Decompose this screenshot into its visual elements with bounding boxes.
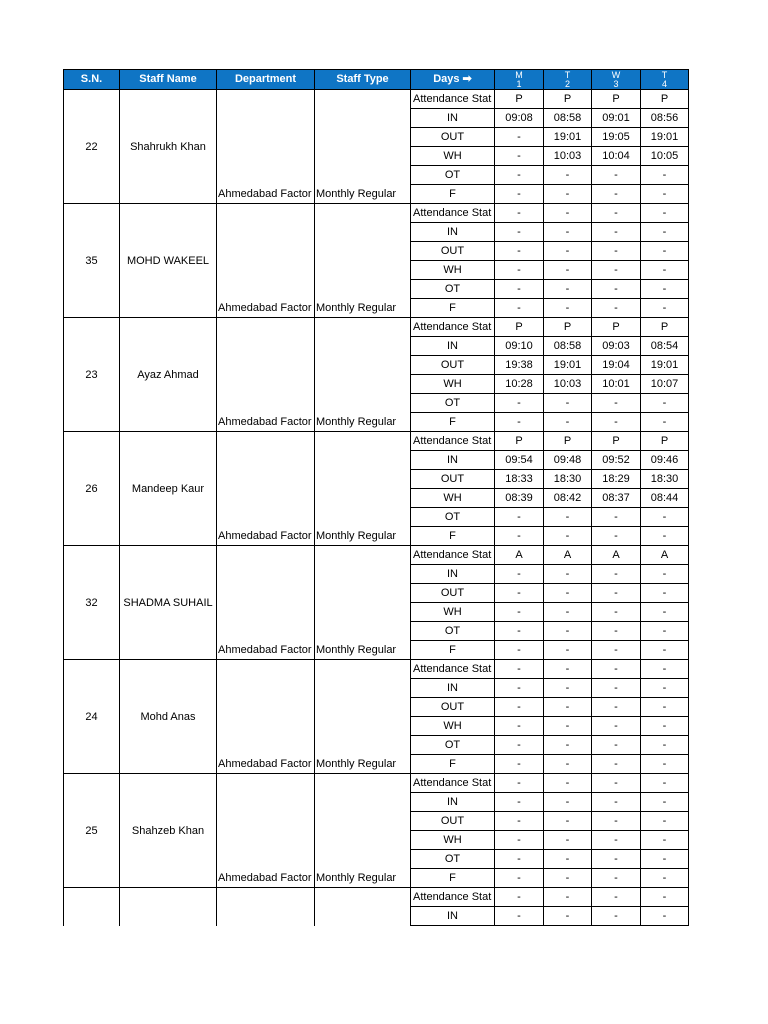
day-value-cell: -	[592, 888, 641, 907]
day-value-cell: -	[495, 261, 544, 280]
day-value-cell: -	[544, 774, 592, 793]
day-value-cell: 08:58	[544, 109, 592, 128]
day-value-cell: 19:01	[544, 356, 592, 375]
day-value-cell: -	[495, 888, 544, 907]
day-value-cell: -	[544, 565, 592, 584]
day-value-cell: -	[495, 565, 544, 584]
metric-label: OUT	[411, 128, 495, 147]
metric-label: Attendance Stat	[411, 90, 495, 109]
day-value-cell: -	[641, 413, 689, 432]
table-row	[64, 432, 689, 451]
staff-name-cell: MOHD WAKEEL	[120, 204, 217, 318]
metric-label: Attendance Stat	[411, 546, 495, 565]
metric-label: IN	[411, 565, 495, 584]
day-value-cell: -	[592, 223, 641, 242]
day-value-cell: -	[592, 698, 641, 717]
metric-label: WH	[411, 147, 495, 166]
day-value-cell: 08:58	[544, 337, 592, 356]
day-value-cell: -	[641, 565, 689, 584]
day-value-cell: -	[495, 223, 544, 242]
day-value-cell: -	[495, 527, 544, 546]
day-value-cell: -	[495, 698, 544, 717]
day-value-cell: 08:39	[495, 489, 544, 508]
day-value-cell: -	[592, 736, 641, 755]
col-header-staff-name: Staff Name	[120, 70, 217, 90]
department-cell: Ahmedabad Factor	[217, 90, 315, 204]
day-value-cell: -	[641, 223, 689, 242]
day-value-cell: -	[544, 812, 592, 831]
metric-label: OT	[411, 736, 495, 755]
day-value-cell: -	[544, 299, 592, 318]
day-value-cell: -	[641, 641, 689, 660]
staff-sn-cell: 25	[64, 774, 120, 888]
metric-label: F	[411, 641, 495, 660]
day-value-cell: -	[592, 394, 641, 413]
metric-label: IN	[411, 679, 495, 698]
day-value-cell: -	[641, 204, 689, 223]
staff-type-cell: Monthly Regular	[315, 318, 411, 432]
day-value-cell: -	[592, 565, 641, 584]
staff-name-cell: SHADMA SUHAIL	[120, 546, 217, 660]
day-value-cell: -	[495, 242, 544, 261]
day-value-cell: -	[592, 641, 641, 660]
metric-label: OUT	[411, 356, 495, 375]
metric-label: WH	[411, 375, 495, 394]
department-cell: Ahmedabad Factor	[217, 546, 315, 660]
day-value-cell: 19:01	[544, 128, 592, 147]
day-value-cell: 18:30	[544, 470, 592, 489]
day-value-cell: -	[592, 185, 641, 204]
metric-label: IN	[411, 907, 495, 926]
staff-type-cell	[315, 888, 411, 926]
day-value-cell: -	[641, 527, 689, 546]
col-header-days: Days ➡	[411, 70, 495, 90]
metric-label: OUT	[411, 242, 495, 261]
day-value-cell: 08:56	[641, 109, 689, 128]
table-body	[64, 90, 689, 926]
metric-label: IN	[411, 223, 495, 242]
staff-name-cell: Mandeep Kaur	[120, 432, 217, 546]
day-value-cell: -	[641, 261, 689, 280]
day-value-cell: -	[544, 698, 592, 717]
day-date: 4	[661, 78, 667, 89]
day-value-cell: -	[495, 869, 544, 888]
day-value-cell: -	[544, 907, 592, 926]
day-value-cell: -	[641, 660, 689, 679]
day-value-cell: 18:30	[641, 470, 689, 489]
day-value-cell: -	[544, 223, 592, 242]
metric-label: F	[411, 185, 495, 204]
department-cell	[217, 888, 315, 926]
department-cell: Ahmedabad Factor	[217, 774, 315, 888]
day-of-week: W	[611, 69, 621, 80]
day-value-cell: -	[641, 280, 689, 299]
metric-label: Attendance Stat	[411, 432, 495, 451]
day-value-cell: P	[592, 432, 641, 451]
staff-sn-cell	[64, 888, 120, 926]
metric-label: OT	[411, 508, 495, 527]
metric-label: WH	[411, 489, 495, 508]
day-of-week: T	[661, 69, 668, 80]
col-header-day-3	[592, 70, 641, 90]
day-value-cell: 19:38	[495, 356, 544, 375]
day-value-cell: -	[641, 679, 689, 698]
metric-label: OT	[411, 622, 495, 641]
table-row	[64, 318, 689, 337]
department-cell: Ahmedabad Factor	[217, 660, 315, 774]
day-value-cell: -	[641, 869, 689, 888]
day-value-cell: -	[592, 166, 641, 185]
col-header-day-4	[641, 70, 689, 90]
day-value-cell: 10:04	[592, 147, 641, 166]
staff-type-cell: Monthly Regular	[315, 432, 411, 546]
day-value-cell: -	[592, 907, 641, 926]
metric-label: WH	[411, 717, 495, 736]
day-value-cell: 09:08	[495, 109, 544, 128]
day-value-cell: -	[544, 717, 592, 736]
day-value-cell: -	[641, 812, 689, 831]
day-value-cell: -	[544, 166, 592, 185]
day-value-cell: -	[592, 869, 641, 888]
staff-name-cell: Shahrukh Khan	[120, 90, 217, 204]
day-value-cell: -	[592, 755, 641, 774]
metric-label: IN	[411, 109, 495, 128]
day-value-cell: -	[641, 394, 689, 413]
metric-label: Attendance Stat	[411, 204, 495, 223]
metric-label: OUT	[411, 584, 495, 603]
metric-label: Attendance Stat	[411, 888, 495, 907]
day-value-cell: -	[544, 831, 592, 850]
metric-label: Attendance Stat	[411, 660, 495, 679]
day-value-cell: -	[495, 755, 544, 774]
col-header-staff-type: Staff Type	[315, 70, 411, 90]
day-value-cell: 19:01	[641, 356, 689, 375]
day-value-cell: -	[641, 793, 689, 812]
table-row	[64, 90, 689, 109]
metric-label: WH	[411, 603, 495, 622]
day-value-cell: -	[544, 584, 592, 603]
metric-label: OT	[411, 280, 495, 299]
metric-label: F	[411, 527, 495, 546]
day-value-cell: 10:28	[495, 375, 544, 394]
metric-label: OT	[411, 394, 495, 413]
day-value-cell: A	[544, 546, 592, 565]
day-value-cell: -	[592, 660, 641, 679]
day-value-cell: 09:52	[592, 451, 641, 470]
staff-type-cell: Monthly Regular	[315, 90, 411, 204]
day-value-cell: -	[544, 869, 592, 888]
day-of-week: M	[515, 69, 523, 80]
staff-name-cell	[120, 888, 217, 926]
day-value-cell: -	[592, 413, 641, 432]
day-value-cell: 10:01	[592, 375, 641, 394]
staff-type-cell: Monthly Regular	[315, 774, 411, 888]
metric-label: OUT	[411, 470, 495, 489]
day-value-cell: 19:04	[592, 356, 641, 375]
metric-label: OUT	[411, 812, 495, 831]
col-header-day-2	[544, 70, 592, 90]
day-value-cell: P	[495, 90, 544, 109]
day-value-cell: -	[544, 603, 592, 622]
day-value-cell: -	[495, 622, 544, 641]
day-value-cell: -	[592, 679, 641, 698]
table-row	[64, 888, 689, 907]
table-row	[64, 546, 689, 565]
day-value-cell: -	[592, 603, 641, 622]
day-value-cell: -	[641, 850, 689, 869]
day-date: 2	[564, 78, 570, 89]
day-value-cell: -	[592, 508, 641, 527]
day-value-cell: 08:54	[641, 337, 689, 356]
metric-label: IN	[411, 451, 495, 470]
day-value-cell: -	[641, 603, 689, 622]
day-value-cell: -	[495, 204, 544, 223]
day-value-cell: -	[544, 261, 592, 280]
day-value-cell: -	[495, 812, 544, 831]
day-value-cell: 10:03	[544, 147, 592, 166]
department-cell: Ahmedabad Factor	[217, 432, 315, 546]
day-value-cell: -	[641, 185, 689, 204]
day-value-cell: -	[592, 812, 641, 831]
attendance-table	[63, 69, 689, 926]
day-value-cell: P	[592, 318, 641, 337]
col-header-department: Department	[217, 70, 315, 90]
staff-type-cell: Monthly Regular	[315, 204, 411, 318]
staff-sn-cell: 32	[64, 546, 120, 660]
day-value-cell: -	[495, 679, 544, 698]
day-value-cell: -	[544, 641, 592, 660]
day-value-cell: -	[592, 242, 641, 261]
day-value-cell: -	[495, 603, 544, 622]
day-value-cell: 09:54	[495, 451, 544, 470]
attendance-sheet	[63, 69, 689, 926]
staff-name-cell: Shahzeb Khan	[120, 774, 217, 888]
day-value-cell: -	[641, 508, 689, 527]
day-value-cell: P	[544, 90, 592, 109]
day-value-cell: -	[592, 280, 641, 299]
metric-label: IN	[411, 337, 495, 356]
day-value-cell: -	[495, 717, 544, 736]
day-value-cell: 08:42	[544, 489, 592, 508]
day-value-cell: -	[544, 660, 592, 679]
day-value-cell: 19:05	[592, 128, 641, 147]
day-value-cell: -	[592, 831, 641, 850]
day-value-cell: P	[641, 318, 689, 337]
staff-type-cell: Monthly Regular	[315, 546, 411, 660]
day-value-cell: -	[544, 679, 592, 698]
day-value-cell: -	[641, 888, 689, 907]
day-value-cell: -	[495, 147, 544, 166]
day-value-cell: -	[544, 622, 592, 641]
day-value-cell: -	[544, 185, 592, 204]
day-value-cell: -	[641, 584, 689, 603]
day-value-cell: -	[641, 622, 689, 641]
day-value-cell: -	[495, 508, 544, 527]
day-value-cell: -	[544, 527, 592, 546]
day-value-cell: -	[544, 850, 592, 869]
staff-name-cell: Ayaz Ahmad	[120, 318, 217, 432]
day-value-cell: -	[592, 774, 641, 793]
day-value-cell: 08:44	[641, 489, 689, 508]
metric-label: WH	[411, 831, 495, 850]
day-value-cell: -	[641, 736, 689, 755]
day-value-cell: P	[544, 432, 592, 451]
day-value-cell: 10:05	[641, 147, 689, 166]
day-value-cell: -	[495, 907, 544, 926]
day-date: 3	[613, 78, 619, 89]
day-value-cell: -	[495, 584, 544, 603]
day-value-cell: -	[495, 166, 544, 185]
day-value-cell: -	[592, 717, 641, 736]
day-date: 1	[516, 78, 522, 89]
staff-sn-cell: 35	[64, 204, 120, 318]
department-cell: Ahmedabad Factor	[217, 318, 315, 432]
day-value-cell: -	[592, 622, 641, 641]
day-of-week: T	[564, 69, 571, 80]
day-value-cell: 19:01	[641, 128, 689, 147]
day-value-cell: -	[592, 261, 641, 280]
day-value-cell: -	[495, 128, 544, 147]
day-value-cell: -	[544, 755, 592, 774]
table-row	[64, 204, 689, 223]
metric-label: OT	[411, 850, 495, 869]
day-value-cell: -	[592, 584, 641, 603]
day-value-cell: -	[641, 166, 689, 185]
day-value-cell: -	[544, 242, 592, 261]
day-value-cell: A	[641, 546, 689, 565]
day-value-cell: 08:37	[592, 489, 641, 508]
day-value-cell: 10:03	[544, 375, 592, 394]
day-value-cell: -	[592, 850, 641, 869]
day-value-cell: -	[495, 793, 544, 812]
day-value-cell: -	[495, 774, 544, 793]
day-value-cell: -	[495, 641, 544, 660]
day-value-cell: -	[641, 755, 689, 774]
day-value-cell: 09:03	[592, 337, 641, 356]
staff-name-cell: Mohd Anas	[120, 660, 217, 774]
day-value-cell: -	[592, 527, 641, 546]
day-value-cell: -	[592, 204, 641, 223]
day-value-cell: -	[544, 280, 592, 299]
day-value-cell: -	[544, 413, 592, 432]
metric-label: F	[411, 755, 495, 774]
day-value-cell: A	[495, 546, 544, 565]
day-value-cell: P	[495, 432, 544, 451]
metric-label: OUT	[411, 698, 495, 717]
day-value-cell: -	[641, 698, 689, 717]
day-value-cell: P	[641, 90, 689, 109]
day-value-cell: -	[495, 280, 544, 299]
day-value-cell: 18:29	[592, 470, 641, 489]
table-row	[64, 660, 689, 679]
staff-sn-cell: 23	[64, 318, 120, 432]
day-value-cell: -	[495, 299, 544, 318]
metric-label: F	[411, 413, 495, 432]
staff-sn-cell: 26	[64, 432, 120, 546]
day-value-cell: -	[495, 394, 544, 413]
department-cell: Ahmedabad Factor	[217, 204, 315, 318]
col-header-sn: S.N.	[64, 70, 120, 90]
day-value-cell: -	[544, 204, 592, 223]
day-value-cell: -	[641, 717, 689, 736]
day-value-cell: -	[495, 413, 544, 432]
day-value-cell: -	[495, 736, 544, 755]
metric-label: IN	[411, 793, 495, 812]
day-value-cell: P	[495, 318, 544, 337]
day-value-cell: -	[544, 736, 592, 755]
day-value-cell: 09:46	[641, 451, 689, 470]
day-value-cell: -	[544, 508, 592, 527]
day-value-cell: -	[592, 793, 641, 812]
day-value-cell: -	[641, 242, 689, 261]
day-value-cell: A	[592, 546, 641, 565]
metric-label: Attendance Stat	[411, 774, 495, 793]
day-value-cell: -	[641, 831, 689, 850]
day-value-cell: -	[641, 299, 689, 318]
day-value-cell: -	[641, 774, 689, 793]
day-value-cell: P	[544, 318, 592, 337]
day-value-cell: 10:07	[641, 375, 689, 394]
day-value-cell: 09:48	[544, 451, 592, 470]
day-value-cell: -	[495, 850, 544, 869]
staff-sn-cell: 24	[64, 660, 120, 774]
day-value-cell: P	[641, 432, 689, 451]
day-value-cell: 09:10	[495, 337, 544, 356]
staff-type-cell: Monthly Regular	[315, 660, 411, 774]
day-value-cell: -	[544, 888, 592, 907]
metric-label: F	[411, 299, 495, 318]
staff-sn-cell: 22	[64, 90, 120, 204]
day-value-cell: -	[495, 660, 544, 679]
day-value-cell: P	[592, 90, 641, 109]
day-value-cell: -	[544, 793, 592, 812]
table-row	[64, 774, 689, 793]
header-row	[64, 70, 689, 90]
col-header-day-1	[495, 70, 544, 90]
day-value-cell: 09:01	[592, 109, 641, 128]
day-value-cell: 18:33	[495, 470, 544, 489]
metric-label: WH	[411, 261, 495, 280]
day-value-cell: -	[641, 907, 689, 926]
day-value-cell: -	[544, 394, 592, 413]
day-value-cell: -	[592, 299, 641, 318]
metric-label: F	[411, 869, 495, 888]
day-value-cell: -	[495, 185, 544, 204]
day-value-cell: -	[495, 831, 544, 850]
metric-label: OT	[411, 166, 495, 185]
metric-label: Attendance Stat	[411, 318, 495, 337]
